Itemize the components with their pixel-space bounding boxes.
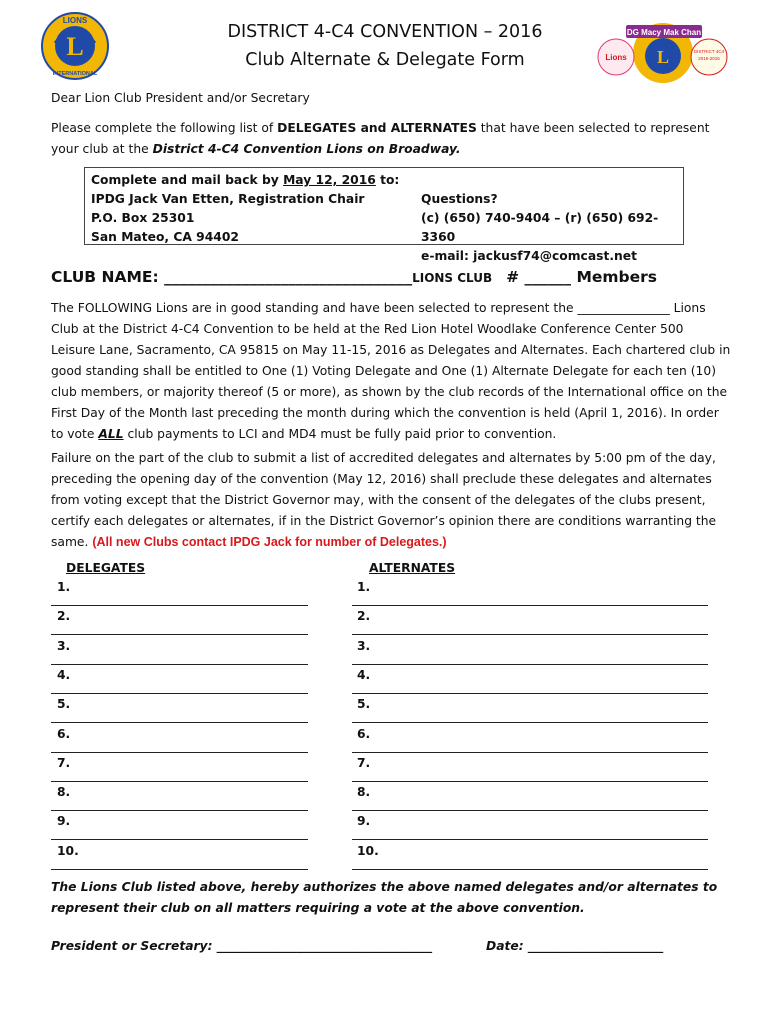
due-date: May 12, 2016	[283, 173, 376, 187]
delegate-entry-line[interactable]	[51, 839, 308, 840]
lions-emblem-icon	[40, 11, 110, 81]
alternate-entry-line[interactable]	[352, 605, 708, 606]
alternate-number: 4.	[357, 667, 371, 682]
delegate-number: 6.	[57, 726, 71, 741]
alternate-entry-line[interactable]	[352, 781, 708, 782]
alternate-number: 2.	[357, 609, 371, 624]
date-field[interactable]: Date: ______________________	[486, 939, 664, 953]
alternate-entry-line[interactable]	[352, 664, 708, 665]
svg-text:L: L	[66, 32, 84, 61]
delegate-number: 7.	[57, 755, 71, 770]
authorization-statement: The Lions Club listed above, hereby authorizes the above named delegates and/or alternates to represent their club on all matters requiring a vote at the above convention.	[51, 880, 718, 915]
svg-text:DISTRICT 4C4: DISTRICT 4C4	[693, 49, 725, 54]
form-title: DISTRICT 4-C4 CONVENTION – 2016	[227, 22, 543, 42]
delegate-number: 9.	[57, 814, 71, 829]
alternate-number: 9.	[357, 814, 371, 829]
intro-paragraph: Please complete the following list of DELEGATES and ALTERNATES that have been selected to represent your club at the District 4-C4 Convention Lions on Broadway.	[51, 121, 710, 156]
delegate-entry-line[interactable]	[51, 693, 308, 694]
delegate-number: 3.	[57, 638, 71, 653]
alternate-number: 6.	[357, 726, 371, 741]
mailing-info-box	[84, 167, 684, 263]
delegate-entry-line[interactable]	[51, 752, 308, 753]
alternate-entry-line[interactable]	[352, 634, 708, 635]
delegate-number: 4.	[57, 667, 71, 682]
alternate-entry-line[interactable]	[352, 752, 708, 753]
delegate-number: 10.	[57, 843, 79, 858]
delegate-number: 2.	[57, 609, 71, 624]
svg-text:2015-2016: 2015-2016	[698, 56, 720, 61]
club-name-line: CLUB NAME: ________________________________LIONS CLUB # ______ Members	[51, 268, 658, 286]
alternate-entry-line[interactable]	[352, 839, 708, 840]
alternate-number: 3.	[357, 638, 371, 653]
alternate-number: 7.	[357, 755, 371, 770]
svg-text:L: L	[656, 47, 670, 67]
lions-logo-left	[40, 11, 110, 81]
alternate-number: 8.	[357, 785, 371, 800]
new-clubs-note: (All new Clubs contact IPDG Jack for number of Delegates.)	[92, 535, 447, 549]
alternate-entry-line[interactable]	[352, 693, 708, 694]
delegate-number: 5.	[57, 697, 71, 712]
alternate-entry-line[interactable]	[352, 810, 708, 811]
phone-numbers: (c) (650) 740-9404 – (r) (650) 692-3360	[421, 211, 659, 244]
delegate-entry-line[interactable]	[51, 634, 308, 635]
delegate-entry-line[interactable]	[51, 810, 308, 811]
form-subtitle: Club Alternate & Delegate Form	[245, 50, 525, 70]
mailing-address: Complete and mail back by May 12, 2016 to: IPDG Jack Van Etten, Registration Chair P.O. Box 25301 San Mateo, CA 94402	[91, 173, 400, 244]
svg-text:LIONS: LIONS	[62, 16, 88, 25]
delegates-header: DELEGATES	[66, 561, 146, 575]
alternate-entry-line[interactable]	[352, 869, 708, 870]
club-name-field[interactable]: CLUB NAME: ________________________________	[51, 268, 413, 286]
salutation: Dear Lion Club President and/or Secretary	[51, 91, 310, 105]
delegate-entry-line[interactable]	[51, 781, 308, 782]
delegate-entry-line[interactable]	[51, 722, 308, 723]
svg-text:INTERNATIONAL: INTERNATIONAL	[52, 71, 98, 77]
alternates-header: ALTERNATES	[369, 561, 456, 575]
alternate-number: 10.	[357, 843, 379, 858]
members-count-field[interactable]: # ______ Members	[506, 268, 658, 286]
deadline-paragraph: Failure on the part of the club to submit a list of accredited delegates and alternates by 5:00 pm of the day, preceding the opening day of the convention (May 12, 2016) shall preclude these delegates and alternates from voting except that the District Governor may, with the consent of the delegates of the clubs present, certify each delegates or alternates, if in the District Governor’s opinion there are conditions warranting the same. (All new Clubs contact IPDG Jack for number of Delegates.)	[51, 451, 717, 549]
alternate-entry-line[interactable]	[352, 722, 708, 723]
signature-field[interactable]: President or Secretary: ___________________________________	[51, 939, 432, 953]
svg-text:Lions: Lions	[605, 53, 627, 62]
delegate-entry-line[interactable]	[51, 605, 308, 606]
alternate-number: 5.	[357, 697, 371, 712]
contact-email: e-mail: jackusf74@comcast.net	[421, 249, 637, 263]
delegate-number: 8.	[57, 785, 71, 800]
delegate-entry-line[interactable]	[51, 869, 308, 870]
delegate-entry-line[interactable]	[51, 664, 308, 665]
eligibility-paragraph: The FOLLOWING Lions are in good standing and have been selected to represent the _______________ Lions Club at the District 4-C4 Convention to be held at the Red Lion Hotel Woodlake Conference Center 500 Leisure Lane, Sacramento, CA 95815 on May 11-15, 2016 as Delegates and Alternates. Each chartered club in good standing shall be entitled to One (1) Voting Delegate and One (1) Alternate Delegate for each ten (10) club members, or majority thereof (5 or more), as shown by the club records of the International office on the First Day of the Month last preceding the month during which the convention is held (April 1, 2016). In order to vote ALL club payments to LCI and MD4 must be fully paid prior to convention.	[51, 301, 731, 441]
alternate-number: 1.	[357, 580, 371, 594]
delegate-number: 1.	[57, 580, 71, 594]
contact-info: Questions? (c) (650) 740-9404 – (r) (650) 692-3360 e-mail: jackusf74@comcast.net	[421, 190, 683, 266]
svg-text:DG Macy Mak Chan: DG Macy Mak Chan	[626, 28, 702, 37]
